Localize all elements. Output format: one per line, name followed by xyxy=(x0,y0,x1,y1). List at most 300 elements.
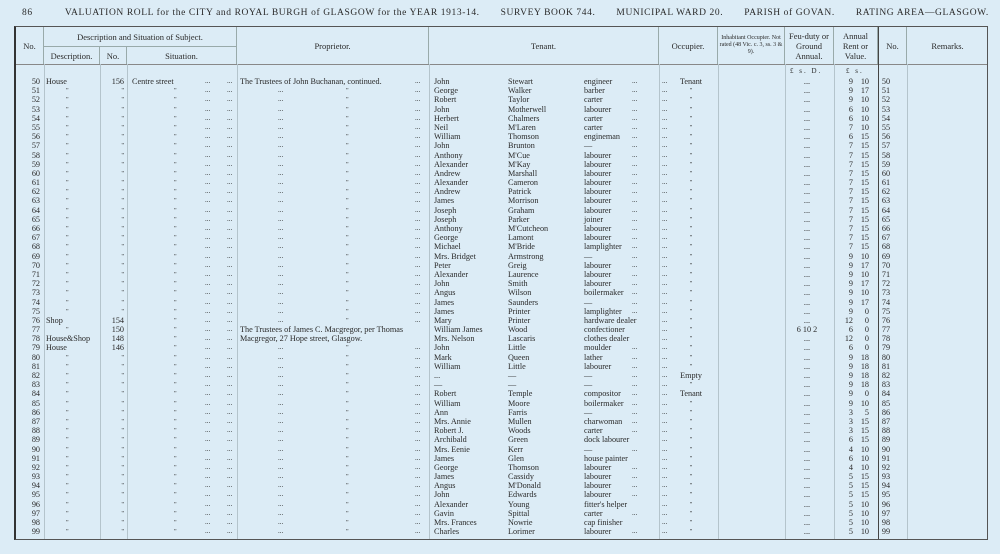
occupier-status: " xyxy=(689,215,693,223)
proprietor: " xyxy=(346,519,349,526)
row-number-right: 94 xyxy=(881,481,891,491)
row-number-right: 97 xyxy=(881,508,891,518)
situation: " xyxy=(174,519,177,526)
row-number: 54 xyxy=(31,113,40,123)
row-number: 56 xyxy=(31,132,40,142)
proprietor: " xyxy=(346,280,349,288)
col-description-group: Description and Situation of Subject. xyxy=(44,27,237,46)
leader-dots: ... xyxy=(662,178,668,187)
row-number: 71 xyxy=(31,269,40,279)
leader-dots: ... xyxy=(205,306,211,315)
situation: " xyxy=(174,215,177,223)
tenant-occupation: — xyxy=(584,407,593,417)
situation: " xyxy=(174,206,177,214)
rent-pounds: 6 xyxy=(848,325,853,335)
leader-dots: ... xyxy=(278,279,284,288)
occupier-status: " xyxy=(689,417,693,425)
rent-pounds: 9 xyxy=(848,269,853,279)
situation: " xyxy=(174,500,177,508)
tenant-surname: Marshall xyxy=(508,168,538,178)
tenant-occupation: joiner xyxy=(584,214,604,224)
rent-shillings: 18 xyxy=(860,352,869,362)
rating-area: RATING AREA—GLASGOW. xyxy=(855,8,989,18)
situation: " xyxy=(174,436,177,444)
rent-pounds: 9 xyxy=(848,86,853,96)
leader-dots: ... xyxy=(632,490,638,499)
occupier-status: " xyxy=(689,270,693,278)
occupier-status: " xyxy=(689,482,693,490)
row-number-right: 78 xyxy=(881,334,891,344)
leader-dots: ... xyxy=(227,508,233,517)
leader-dots: ... xyxy=(662,269,668,278)
description: " xyxy=(66,179,69,187)
leader-dots: ... xyxy=(415,141,421,150)
rent-shillings: 15 xyxy=(860,416,869,426)
rent-shillings: 15 xyxy=(860,224,869,233)
rent-pounds: 9 xyxy=(848,371,853,380)
street-number: " xyxy=(121,399,124,407)
rent-pounds: 7 xyxy=(848,242,853,252)
leader-dots: ... xyxy=(227,242,233,251)
table-row xyxy=(16,242,987,251)
tenant-occupation: labourer xyxy=(584,224,612,233)
leader-dots: ... xyxy=(632,279,638,288)
tenant-first-name: Anthony xyxy=(434,224,463,233)
tenant-first-name: William xyxy=(434,132,461,142)
leader-dots: ... xyxy=(632,178,638,187)
rent-pounds: 9 xyxy=(848,279,853,289)
occupier-status: Tenant xyxy=(679,77,703,86)
leader-dots: ... xyxy=(205,462,211,471)
situation: " xyxy=(174,298,177,306)
row-number: 89 xyxy=(31,435,40,445)
description: House&Shop xyxy=(46,334,91,344)
leader-dots: ... xyxy=(278,490,284,499)
tenant-occupation: — xyxy=(584,251,593,261)
situation: " xyxy=(174,160,177,168)
street-number: " xyxy=(121,372,124,379)
occupier-status: " xyxy=(689,344,693,352)
tenant-first-name: Gavin xyxy=(434,508,455,518)
situation: " xyxy=(174,87,177,95)
occupier-status: " xyxy=(689,463,693,471)
leader-dots: ... xyxy=(278,508,284,517)
rent-shillings: 15 xyxy=(860,196,869,206)
col-situation: Situation. xyxy=(127,46,237,64)
tenant-occupation: labourer xyxy=(584,481,612,491)
leader-dots: ... xyxy=(278,297,284,306)
table-row xyxy=(16,490,987,499)
occupier-status: " xyxy=(689,298,693,306)
leader-dots: ... xyxy=(662,334,668,343)
description: " xyxy=(66,188,69,196)
col-remarks: Remarks. xyxy=(931,40,964,51)
leader-dots: ... xyxy=(205,132,211,141)
leader-dots: ... xyxy=(227,132,233,141)
situation: " xyxy=(174,344,177,352)
proprietor: " xyxy=(346,270,349,278)
leader-dots: ... xyxy=(415,472,421,481)
leader-dots: ... xyxy=(415,407,421,416)
tenant-first-name: John xyxy=(434,77,450,86)
tenant-surname: Walker xyxy=(508,86,532,96)
tenant-first-name: George xyxy=(434,86,458,96)
leader-dots: ... xyxy=(662,416,668,425)
tenant-surname: Taylor xyxy=(508,95,530,105)
leader-dots: ... xyxy=(205,168,211,177)
rent-pounds: 6 xyxy=(848,132,853,142)
leader-dots: ... xyxy=(632,242,638,251)
feu-duty: ... xyxy=(803,122,811,132)
table-row xyxy=(16,343,987,352)
leader-dots: ... xyxy=(632,233,638,242)
description: " xyxy=(66,307,69,315)
rent-pounds: 5 xyxy=(848,481,853,491)
tenant-occupation: moulder xyxy=(584,343,612,353)
leader-dots: ... xyxy=(415,508,421,517)
proprietor: " xyxy=(346,491,349,499)
row-number-right: 90 xyxy=(881,444,891,454)
rent-shillings: 17 xyxy=(860,297,869,307)
street-number: " xyxy=(121,408,124,416)
tenant-first-name: John xyxy=(434,343,450,353)
row-number-right: 69 xyxy=(881,251,891,261)
leader-dots: ... xyxy=(278,168,284,177)
leader-dots: ... xyxy=(632,132,638,141)
rent-pounds: 7 xyxy=(848,159,853,169)
row-number-right: 87 xyxy=(881,416,891,426)
leader-dots: ... xyxy=(632,86,638,95)
leader-dots: ... xyxy=(205,389,211,398)
rent-shillings: 15 xyxy=(860,242,869,252)
description: " xyxy=(66,133,69,141)
rent-pounds: 9 xyxy=(848,389,853,399)
leader-dots: ... xyxy=(227,426,233,435)
situation: " xyxy=(174,316,177,324)
leader-dots: ... xyxy=(278,306,284,315)
rent-pounds: 7 xyxy=(848,168,853,178)
tenant-occupation: labourer xyxy=(584,168,612,178)
page-header xyxy=(22,8,989,18)
tenant-occupation: clothes dealer xyxy=(584,334,630,344)
leader-dots: ... xyxy=(415,242,421,251)
leader-dots: ... xyxy=(227,472,233,481)
rent-shillings: 15 xyxy=(860,481,869,491)
table-row xyxy=(16,224,987,233)
col-feu-duty: Feu-duty or Ground Annual. xyxy=(785,27,834,64)
rent-pounds: 6 xyxy=(848,435,853,445)
rent-shillings: 18 xyxy=(860,361,869,371)
tenant-first-name: Joseph xyxy=(434,205,457,215)
leader-dots: ... xyxy=(227,122,233,131)
tenant-occupation: carter xyxy=(584,508,603,518)
leader-dots: ... xyxy=(662,426,668,435)
leader-dots: ... xyxy=(662,527,668,536)
leader-dots: ... xyxy=(278,86,284,95)
leader-dots: ... xyxy=(205,260,211,269)
leader-dots: ... xyxy=(227,398,233,407)
situation: " xyxy=(174,491,177,499)
description: " xyxy=(66,234,69,242)
occupier-status: " xyxy=(689,105,693,113)
row-number-right: 66 xyxy=(881,224,891,233)
tenant-occupation: fitter's helper xyxy=(584,499,628,509)
rent-pounds: 5 xyxy=(848,499,853,509)
leader-dots: ... xyxy=(662,361,668,370)
proprietor: " xyxy=(346,215,349,223)
tenant-first-name: George xyxy=(434,233,458,243)
leader-dots: ... xyxy=(278,205,284,214)
leader-dots: ... xyxy=(227,187,233,196)
row-number-right: 98 xyxy=(881,518,891,527)
row-number: 88 xyxy=(31,426,40,436)
occupier-status: " xyxy=(689,289,693,297)
leader-dots: ... xyxy=(662,499,668,508)
leader-dots: ... xyxy=(415,297,421,306)
col-number: No. xyxy=(100,46,127,64)
occupier-status: " xyxy=(689,500,693,508)
row-number: 99 xyxy=(31,527,40,537)
feu-duty: ... xyxy=(803,490,811,500)
leader-dots: ... xyxy=(205,343,211,352)
leader-dots: ... xyxy=(205,315,211,324)
rent-pounds: 7 xyxy=(848,224,853,233)
table-row xyxy=(16,160,987,169)
row-number: 84 xyxy=(31,389,40,399)
row-number: 78 xyxy=(31,334,40,344)
row-number-right: 96 xyxy=(881,499,891,509)
street-number: " xyxy=(121,289,124,297)
table-row xyxy=(16,509,987,518)
leader-dots: ... xyxy=(205,187,211,196)
row-number: 60 xyxy=(31,168,40,178)
leader-dots: ... xyxy=(662,435,668,444)
row-number-right: 53 xyxy=(881,104,891,114)
tenant-surname: Lascaris xyxy=(508,334,536,344)
col-no: No. xyxy=(16,27,44,64)
table-row xyxy=(16,206,987,215)
feu-duty: ... xyxy=(803,132,811,142)
row-number-right: 50 xyxy=(881,77,891,86)
leader-dots: ... xyxy=(227,168,233,177)
proprietor: " xyxy=(346,408,349,416)
leader-dots: ... xyxy=(415,86,421,95)
street-number: " xyxy=(121,519,124,526)
col-no-2: No. xyxy=(878,27,907,64)
situation: " xyxy=(174,399,177,407)
row-number-right: 85 xyxy=(881,398,891,408)
situation: " xyxy=(174,445,177,453)
leader-dots: ... xyxy=(632,371,638,379)
row-number: 81 xyxy=(31,361,40,371)
leader-dots: ... xyxy=(278,260,284,269)
occupier-status: " xyxy=(689,160,693,168)
leader-dots: ... xyxy=(278,224,284,232)
tenant-first-name: James xyxy=(434,472,455,482)
proprietor: " xyxy=(346,179,349,187)
description: " xyxy=(66,197,69,205)
street-number: " xyxy=(121,500,124,508)
leader-dots: ... xyxy=(662,508,668,517)
street-number: " xyxy=(121,234,124,242)
leader-dots: ... xyxy=(278,398,284,407)
leader-dots: ... xyxy=(632,297,638,306)
row-number: 69 xyxy=(31,251,40,261)
feu-duty: ... xyxy=(803,426,811,436)
table-row xyxy=(16,178,987,187)
proprietor: " xyxy=(346,500,349,508)
rent-pounds: 9 xyxy=(848,361,853,371)
row-number: 93 xyxy=(31,472,40,482)
street-number: " xyxy=(121,528,124,536)
rent-shillings: 15 xyxy=(860,150,869,160)
situation: " xyxy=(174,105,177,113)
leader-dots: ... xyxy=(415,150,421,159)
situation: " xyxy=(174,390,177,398)
occupier-status: " xyxy=(689,169,693,177)
table-row xyxy=(16,472,987,481)
situation: " xyxy=(174,372,177,379)
leader-dots: ... xyxy=(227,371,233,379)
tenant-occupation: charwoman xyxy=(584,416,623,426)
leader-dots: ... xyxy=(227,141,233,150)
situation: " xyxy=(174,408,177,416)
tenant-first-name: Robert J. xyxy=(434,426,464,436)
leader-dots: ... xyxy=(205,453,211,462)
occupier-status: " xyxy=(689,399,693,407)
col-occupier: Occupier. xyxy=(659,27,718,64)
tenant-surname: Green xyxy=(508,435,529,445)
page-number: 86 xyxy=(22,8,33,18)
leader-dots: ... xyxy=(227,260,233,269)
proprietor: " xyxy=(346,169,349,177)
tenant-first-name: — xyxy=(434,380,443,390)
feu-duty: ... xyxy=(803,159,811,169)
rent-pounds: 3 xyxy=(848,407,853,417)
row-number: 83 xyxy=(31,380,40,390)
row-number-right: 79 xyxy=(881,343,891,353)
situation: " xyxy=(174,482,177,490)
description: " xyxy=(66,87,69,95)
tenant-surname: Graham xyxy=(508,205,535,215)
leader-dots: ... xyxy=(415,269,421,278)
proprietor: " xyxy=(346,87,349,95)
proprietor: " xyxy=(346,307,349,315)
leader-dots: ... xyxy=(415,178,421,187)
street-number: " xyxy=(121,87,124,95)
row-number-right: 73 xyxy=(881,288,891,298)
leader-dots: ... xyxy=(662,444,668,453)
tenant-occupation: labourer xyxy=(584,490,612,500)
occupier-status: " xyxy=(689,528,693,536)
street-number: " xyxy=(121,436,124,444)
leader-dots: ... xyxy=(632,472,638,481)
leader-dots: ... xyxy=(205,352,211,361)
description: " xyxy=(66,206,69,214)
leader-dots: ... xyxy=(415,462,421,471)
row-number-right: 68 xyxy=(881,242,891,252)
leader-dots: ... xyxy=(227,224,233,232)
proprietor: " xyxy=(346,528,349,536)
leader-dots: ... xyxy=(415,426,421,435)
feu-duty: ... xyxy=(803,481,811,491)
leader-dots: ... xyxy=(415,481,421,490)
description: " xyxy=(66,362,69,370)
row-number: 95 xyxy=(31,490,40,500)
street-number: " xyxy=(121,362,124,370)
leader-dots: ... xyxy=(205,178,211,187)
leader-dots: ... xyxy=(632,481,638,490)
row-number: 53 xyxy=(31,104,40,114)
table-row xyxy=(16,307,987,316)
feu-duty: ... xyxy=(803,361,811,371)
feu-duty: ... xyxy=(803,269,811,279)
occupier-status: " xyxy=(689,188,693,196)
feu-duty: ... xyxy=(803,389,811,399)
leader-dots: ... xyxy=(662,150,668,159)
leader-dots: ... xyxy=(205,380,211,389)
tenant-surname: Saunders xyxy=(508,297,539,307)
leader-dots: ... xyxy=(278,416,284,425)
occupier-status: " xyxy=(689,96,693,104)
street-number: " xyxy=(121,206,124,214)
tenant-first-name: Robert xyxy=(434,389,457,399)
tenant-surname: — xyxy=(508,371,517,380)
leader-dots: ... xyxy=(278,361,284,370)
tenant-first-name: James xyxy=(434,196,455,206)
occupier-status: " xyxy=(689,206,693,214)
row-number: 80 xyxy=(31,352,40,362)
leader-dots: ... xyxy=(278,122,284,131)
rent-pounds: 7 xyxy=(848,214,853,224)
rent-shillings: 17 xyxy=(860,279,869,289)
leader-dots: ... xyxy=(415,205,421,214)
leader-dots: ... xyxy=(632,508,638,517)
situation: " xyxy=(174,179,177,187)
rent-shillings: 10 xyxy=(860,122,869,132)
row-number: 92 xyxy=(31,462,40,472)
leader-dots: ... xyxy=(415,398,421,407)
leader-dots: ... xyxy=(415,104,421,113)
rent-shillings: 15 xyxy=(860,426,869,436)
description: " xyxy=(66,491,69,499)
feu-duty: 6 10 2 xyxy=(796,325,818,335)
leader-dots: ... xyxy=(205,490,211,499)
leader-dots: ... xyxy=(415,260,421,269)
leader-dots: ... xyxy=(662,95,668,104)
row-number: 96 xyxy=(31,499,40,509)
row-number-right: 60 xyxy=(881,168,891,178)
situation: " xyxy=(174,509,177,517)
tenant-surname: Wilson xyxy=(508,288,532,298)
situation: " xyxy=(174,252,177,260)
feu-duty: ... xyxy=(803,315,811,325)
proprietor: " xyxy=(346,353,349,361)
proprietor: " xyxy=(346,436,349,444)
feu-duty: ... xyxy=(803,407,811,417)
tenant-occupation: dock labourer xyxy=(584,435,630,445)
leader-dots: ... xyxy=(632,187,638,196)
occupier-status: " xyxy=(689,87,693,95)
table-row xyxy=(16,435,987,444)
leader-dots: ... xyxy=(205,325,211,334)
leader-dots: ... xyxy=(205,407,211,416)
table-row xyxy=(16,362,987,371)
proprietor: " xyxy=(346,344,349,352)
leader-dots: ... xyxy=(662,389,668,398)
table-row xyxy=(16,151,987,160)
leader-dots: ... xyxy=(415,113,421,122)
